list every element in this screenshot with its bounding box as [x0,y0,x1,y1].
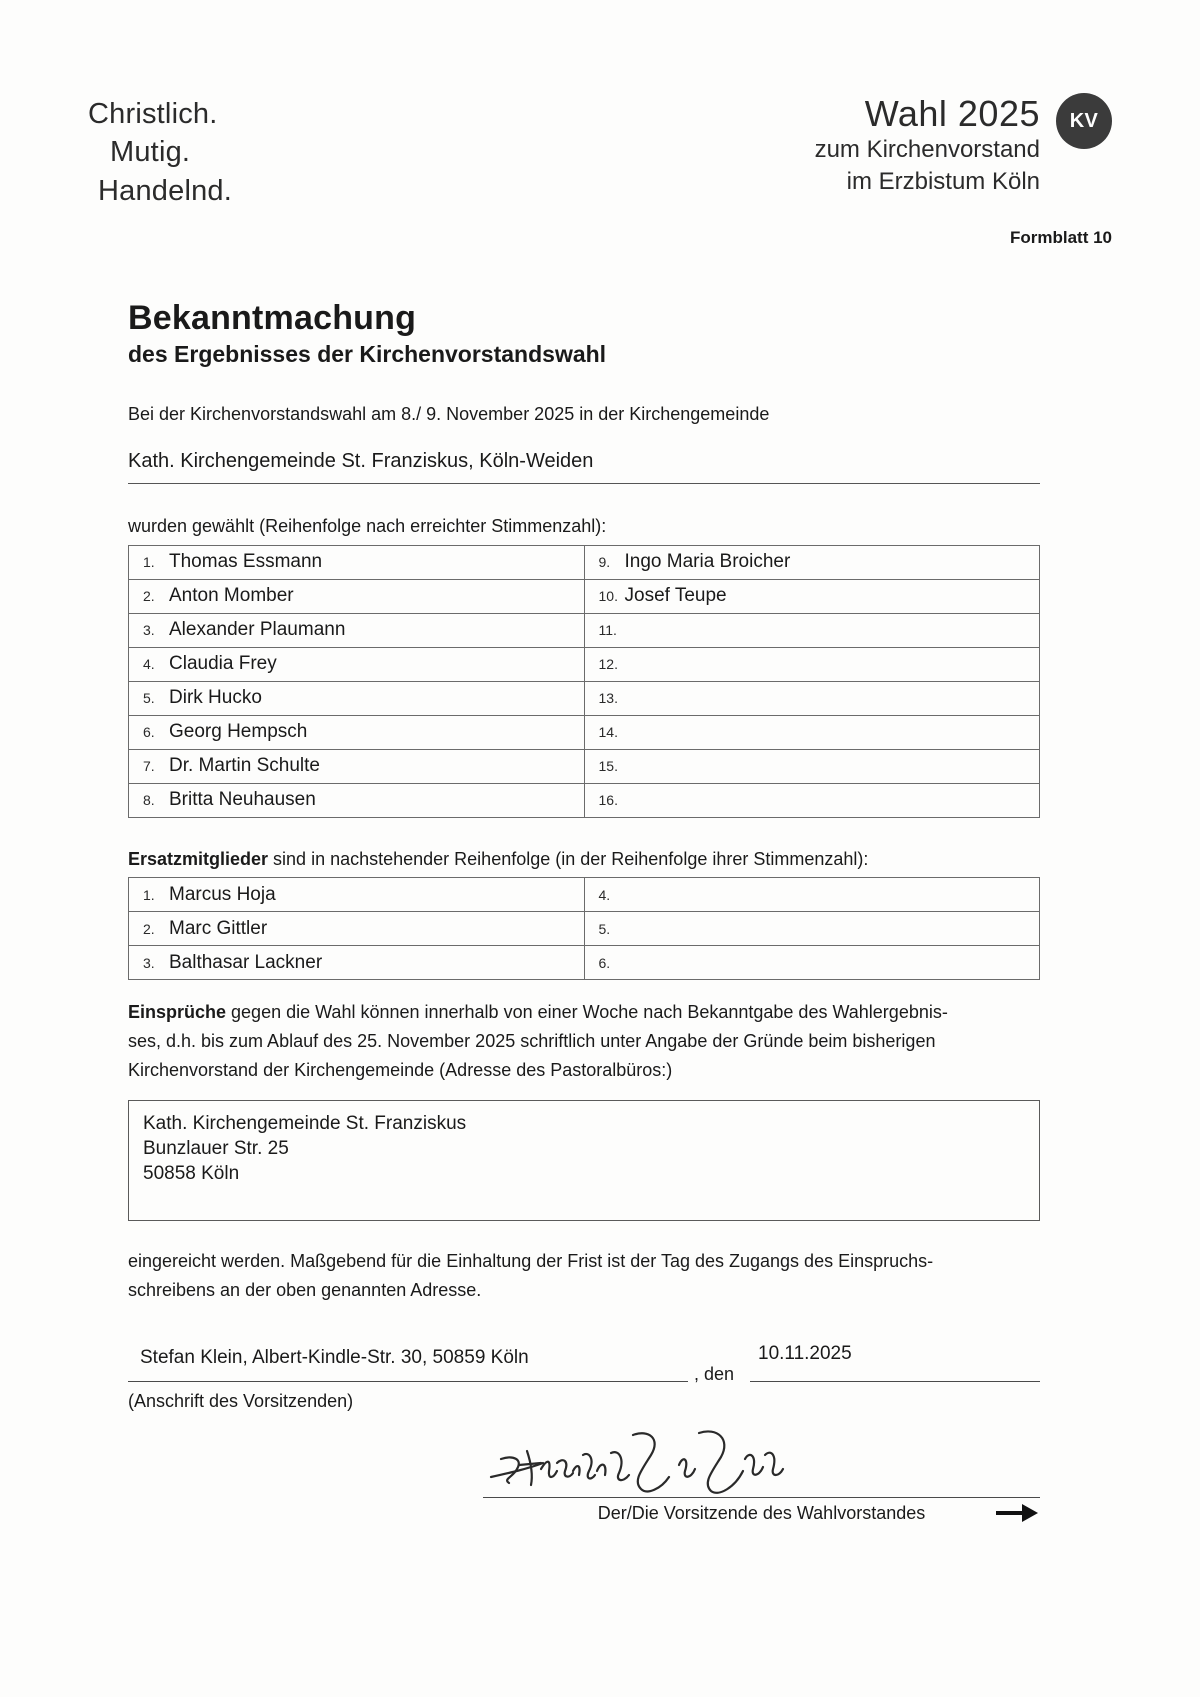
brand-slogan [88,95,232,210]
row-number: 3. [143,622,155,639]
election-title: Wahl 2025 [864,93,1040,134]
row-number: 9. [598,554,611,571]
objection-line-2: ses, d.h. bis zum Ablauf des 25. November 2025 schriftlich unter Angabe der Gründe beim bisherigen [128,1031,936,1052]
elected-cell-left [129,579,585,613]
substitute-cell-right [584,912,1040,946]
election-subtitle-1: zum Kirchenvorstand [814,135,1040,163]
page-subtitle: des Ergebnisses der Kirchenvorstandswahl [128,341,607,368]
elected-members-table [128,545,1040,818]
elected-cell-right [584,545,1040,579]
table-row [129,749,1040,783]
parish-name-field: Kath. Kirchengemeinde St. Franziskus, Köln-Weiden [128,448,1040,484]
member-name: Thomas Essmann [169,551,323,573]
signature-area [128,1343,1040,1547]
member-name: Alexander Plaumann [169,619,346,641]
elected-cell-right [584,715,1040,749]
chairperson-address-rule [128,1381,688,1382]
substitute-cell-left [129,878,585,912]
elected-cell-left [129,613,585,647]
election-branding [815,95,1040,197]
elected-members-lead: wurden gewählt (Reihenfolge nach erreichter Stimmenzahl): [128,516,607,537]
row-number: 5. [143,690,155,707]
elected-table-body [129,545,1040,817]
substitute-cell-left [129,912,585,946]
closing-line-1: eingereicht werden. Maßgebend für die Einhaltung der Frist ist der Tag des Zugangs des Einspruchs- [128,1250,934,1271]
objection-line-1-rest: gegen die Wahl können innerhalb von einer Woche nach Bekanntgabe des Wahlergebnis- [226,1002,948,1023]
slogan-line-3: Handelnd. [98,174,233,207]
member-name: Britta Neuhausen [169,789,316,811]
section-spacer [128,818,1040,848]
row-number: 2. [143,588,155,605]
elected-cell-right [584,579,1040,613]
row-number: 12. [598,656,618,673]
row-number: 7. [143,758,155,775]
row-number: 13. [598,690,618,707]
elected-cell-left [129,545,585,579]
elected-cell-left [129,681,585,715]
chairperson-address-value: Stefan Klein, Albert-Kindle-Str. 30, 50859 Köln [140,1347,529,1369]
table-row [129,715,1040,749]
slogan-line-2: Mutig. [110,136,191,169]
pastoral-office-address-box [128,1100,1040,1221]
elected-cell-right [584,783,1040,817]
objection-line-1 [128,998,1040,1027]
elected-cell-right [584,749,1040,783]
address-line-1: Kath. Kirchengemeinde St. Franziskus [143,1112,467,1134]
signature-rule [483,1497,1040,1498]
row-number: 4. [598,886,611,903]
table-row [129,545,1040,579]
table-row [129,912,1040,946]
elected-cell-right [584,613,1040,647]
row-number: 15. [598,758,618,775]
row-number: 4. [143,656,155,673]
kv-badge-icon: KV [1056,93,1112,149]
page-title: Bekanntmachung [128,299,417,337]
substitutes-table-body [129,878,1040,980]
elected-cell-left [129,749,585,783]
table-row [129,681,1040,715]
substitutes-lead [128,848,1040,871]
objection-paragraph [128,998,1040,1085]
table-row [129,783,1040,817]
substitute-cell-right [584,878,1040,912]
intro-text: Bei der Kirchenvorstandswahl am 8./ 9. November 2025 in der Kirchengemeinde [128,403,770,424]
member-name: Anton Momber [169,585,294,607]
substitute-name: Marcus Hoja [169,883,276,905]
member-name: Georg Hempsch [169,721,308,743]
substitute-name: Marc Gittler [169,917,268,939]
row-number: 1. [143,886,155,903]
member-name: Dr. Martin Schulte [169,755,320,777]
member-name: Dirk Hucko [169,687,262,709]
substitute-cell-left [129,946,585,980]
member-name: Josef Teupe [624,585,727,607]
row-number: 8. [143,792,155,809]
row-number: 6. [598,954,611,971]
substitutes-table [128,877,1040,980]
substitute-name: Balthasar Lackner [169,951,323,973]
arrow-right-icon [994,1499,1040,1527]
slogan-line-1: Christlich. [88,98,218,130]
member-name: Ingo Maria Broicher [624,551,791,573]
chairperson-address-caption: (Anschrift des Vorsitzenden) [128,1391,354,1412]
row-number: 10. [598,588,618,605]
substitute-cell-right [584,946,1040,980]
elected-cell-right [584,647,1040,681]
table-row [129,647,1040,681]
substitutes-lead-rest: sind in nachstehender Reihenfolge (in der Reihenfolge ihrer Stimmenzahl): [268,848,869,869]
substitutes-lead-bold: Ersatzmitglieder [128,848,269,869]
row-number: 14. [598,724,618,741]
date-rule [750,1381,1040,1382]
form-number-label: Formblatt 10 [1009,228,1112,247]
objection-line-3: Kirchenvorstand der Kirchengemeinde (Adresse des Pastoralbüros:) [128,1060,673,1081]
row-number: 16. [598,792,618,809]
member-name: Claudia Frey [169,653,277,675]
row-number: 3. [143,954,155,971]
elected-cell-right [584,681,1040,715]
table-row [129,878,1040,912]
signature-date-value: 10.11.2025 [758,1343,852,1365]
row-number: 11. [598,622,617,639]
election-subtitle-2: im Erzbistum Köln [846,167,1040,195]
den-label: , den [694,1364,735,1385]
row-number: 1. [143,554,155,571]
signature-caption: Der/Die Vorsitzende des Wahlvorstandes [597,1503,926,1524]
handwritten-signature [483,1425,813,1497]
table-row [129,613,1040,647]
table-row [129,946,1040,980]
row-number: 6. [143,724,155,741]
elected-cell-left [129,783,585,817]
page-header [0,0,1200,260]
document-body [128,300,1040,1547]
elected-cell-left [129,715,585,749]
closing-paragraph [128,1247,1040,1305]
address-line-3: 50858 Köln [143,1162,240,1184]
closing-line-2: schreibens an der oben genannten Adresse. [128,1280,482,1301]
objection-bold: Einsprüche [128,1002,227,1023]
row-number: 2. [143,920,155,937]
table-row [129,579,1040,613]
row-number: 5. [598,920,611,937]
elected-cell-left [129,647,585,681]
address-line-2: Bunzlauer Str. 25 [143,1137,289,1159]
